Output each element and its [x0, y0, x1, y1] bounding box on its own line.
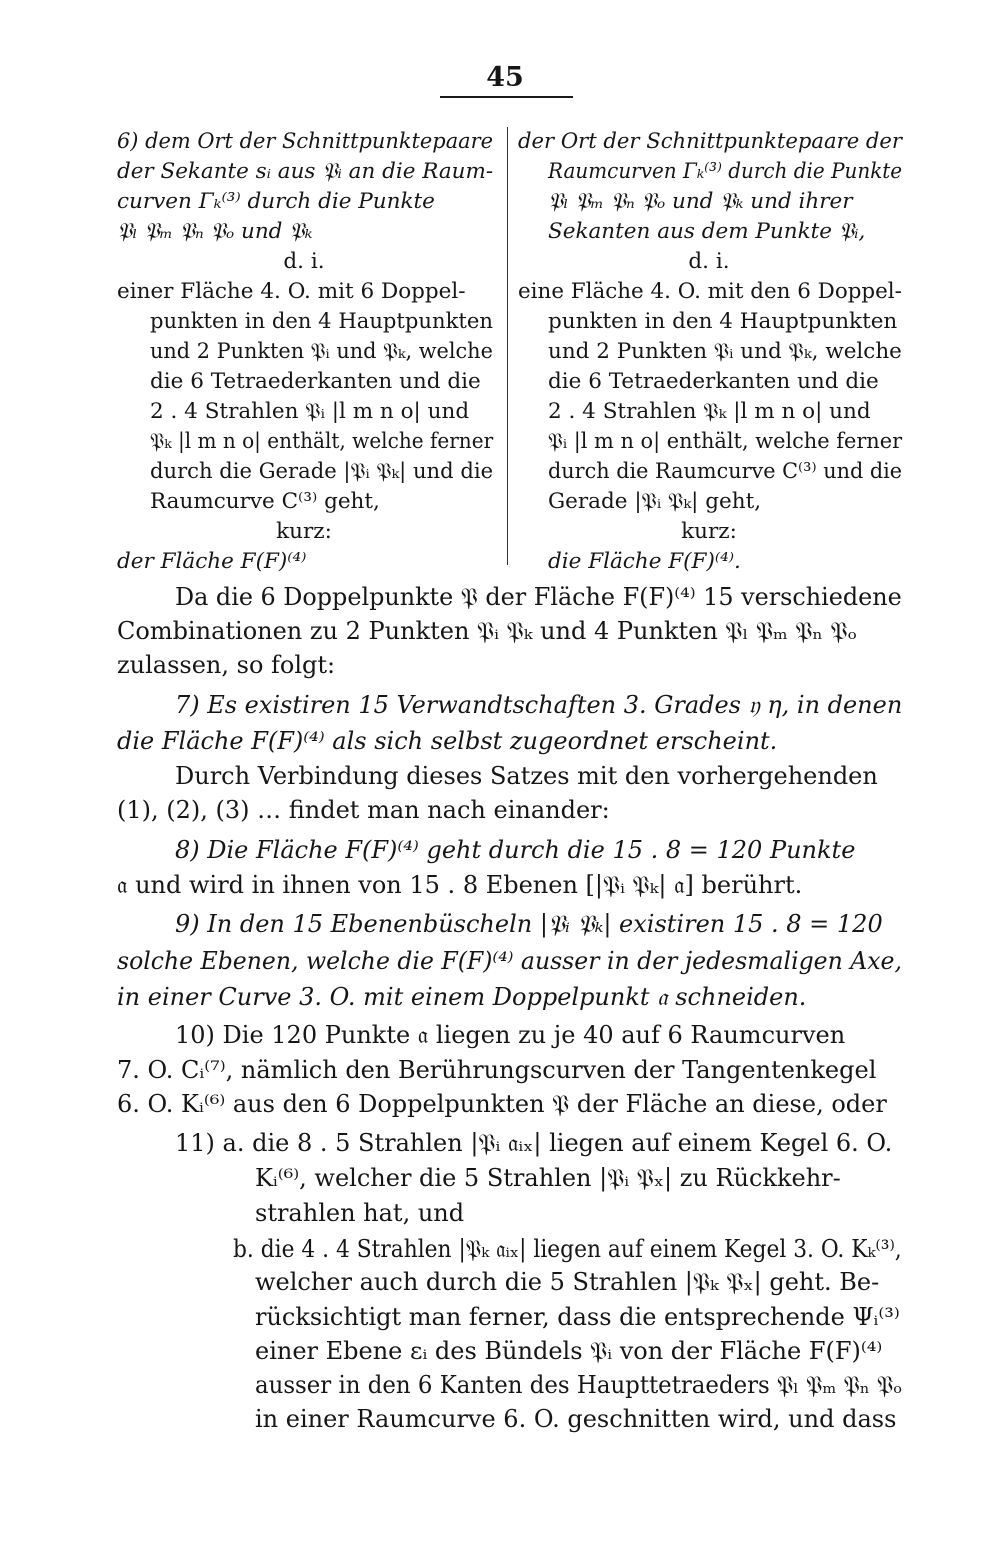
left-line: d. i.: [283, 249, 325, 274]
body-line: 10) Die 120 Punkte 𝔞 liegen zu je 40 auf 6 Raumcurven: [175, 1021, 846, 1049]
right-line: kurz:: [681, 519, 737, 544]
body-line: 8) Die Fläche F(F)⁽⁴⁾ geht durch die 15 . 8 = 120 Punkte: [175, 836, 856, 864]
left-line: 2 . 4 Strahlen 𝔓ᵢ |l m n o| und: [150, 399, 470, 424]
right-line: und 2 Punkten 𝔓ᵢ und 𝔓ₖ, welche: [548, 339, 902, 364]
right-line: 𝔓ᵢ |l m n o| enthält, welche ferner: [548, 429, 903, 454]
right-line: durch die Raumcurve C⁽³⁾ und die: [548, 459, 903, 484]
body-line: strahlen hat, und: [255, 1199, 465, 1227]
left-line: einer Fläche 4. O. mit 6 Doppel-: [117, 279, 466, 304]
right-line: der Ort der Schnittpunktepaare der: [518, 129, 903, 154]
right-line: die 6 Tetraederkanten und die: [548, 369, 879, 394]
body-line: einer Ebene εᵢ des Bündels 𝔓ᵢ von der Fläche F(F)⁽⁴⁾: [255, 1337, 883, 1365]
left-line: 𝔓ₖ |l m n o| enthält, welche ferner: [150, 429, 494, 454]
right-line: d. i.: [688, 249, 730, 274]
body-line: 11) a. die 8 . 5 Strahlen |𝔓ᵢ 𝔞ᵢₓ| liegen auf einem Kegel 6. O.: [175, 1129, 893, 1157]
right-line: 2 . 4 Strahlen 𝔓ₖ |l m n o| und: [548, 399, 871, 424]
left-line: curven Γₖ⁽³⁾ durch die Punkte: [117, 189, 435, 214]
left-line: der Fläche F(F)⁽⁴⁾: [117, 549, 307, 574]
body-line: 7) Es existiren 15 Verwandtschaften 3. Grades 𝔶 η, in denen: [175, 691, 903, 719]
body-line: Durch Verbindung dieses Satzes mit den vorhergehenden: [175, 762, 878, 790]
right-line: die Fläche F(F)⁽⁴⁾.: [548, 549, 741, 574]
body-line: Combinationen zu 2 Punkten 𝔓ᵢ 𝔓ₖ und 4 Punkten 𝔓ₗ 𝔓ₘ 𝔓ₙ 𝔓ₒ: [117, 617, 857, 645]
right-line: Raumcurven Γₖ⁽³⁾ durch die Punkte: [548, 159, 903, 184]
body-line: rücksichtigt man ferner, dass die entsprechende Ψᵢ⁽³⁾: [255, 1303, 900, 1331]
body-line: zulassen, so folgt:: [117, 651, 336, 679]
left-line: der Sekante sᵢ aus 𝔓ᵢ an die Raum-: [117, 159, 494, 184]
right-line: eine Fläche 4. O. mit den 6 Doppel-: [518, 279, 902, 304]
right-line: Gerade |𝔓ᵢ 𝔓ₖ| geht,: [548, 489, 762, 514]
right-line: punkten in den 4 Hauptpunkten: [548, 309, 898, 334]
body-line: 𝔞 und wird in ihnen von 15 . 8 Ebenen [|𝔓ᵢ 𝔓ₖ| 𝔞] berührt.: [117, 871, 803, 899]
body-line: b. die 4 . 4 Strahlen |𝔓ₖ 𝔞ᵢₓ| liegen auf einem Kegel 3. O. Kₖ⁽³⁾,: [233, 1235, 902, 1263]
right-line: 𝔓ₗ 𝔓ₘ 𝔓ₙ 𝔓ₒ und 𝔓ₖ und ihrer: [548, 189, 853, 214]
left-line: punkten in den 4 Hauptpunkten: [150, 309, 493, 334]
body-line: (1), (2), (3) … findet man nach einander:: [117, 796, 610, 824]
left-line: 𝔓ₗ 𝔓ₘ 𝔓ₙ 𝔓ₒ und 𝔓ₖ: [117, 219, 313, 244]
body-line: 9) In den 15 Ebenenbüscheln |𝔓ᵢ 𝔓ₖ| existiren 15 . 8 = 120: [175, 910, 883, 938]
body-line: Kᵢ⁽⁶⁾, welcher die 5 Strahlen |𝔓ᵢ 𝔓ₓ| zu Rückkehr-: [255, 1164, 841, 1192]
body-line: 7. O. Cᵢ⁽⁷⁾, nämlich den Berührungscurven der Tangentenkegel: [117, 1056, 877, 1084]
body-line: solche Ebenen, welche die F(F)⁽⁴⁾ ausser in der jedesmaligen Axe,: [117, 947, 902, 975]
right-line: Sekanten aus dem Punkte 𝔓ᵢ,: [548, 219, 866, 244]
left-line: die 6 Tetraederkanten und die: [150, 369, 481, 394]
body-line: Da die 6 Doppelpunkte 𝔓 der Fläche F(F)⁽⁴⁾ 15 verschiedene: [175, 583, 902, 611]
body-line: welcher auch durch die 5 Strahlen |𝔓ₖ 𝔓ₓ| geht. Be-: [255, 1268, 880, 1296]
left-line: Raumcurve C⁽³⁾ geht,: [150, 489, 380, 514]
left-line: durch die Gerade |𝔓ᵢ 𝔓ₖ| und die: [150, 459, 494, 484]
left-line: kurz:: [276, 519, 332, 544]
body-line: die Fläche F(F)⁽⁴⁾ als sich selbst zugeordnet erscheint.: [117, 727, 778, 755]
body-line: in einer Raumcurve 6. O. geschnitten wird, und dass: [255, 1405, 897, 1433]
body-line: in einer Curve 3. O. mit einem Doppelpunkt 𝔞 schneiden.: [117, 983, 807, 1011]
body-line: ausser in den 6 Kanten des Haupttetraeders 𝔓ₗ 𝔓ₘ 𝔓ₙ 𝔓ₒ: [255, 1371, 903, 1399]
body-line: 6. O. Kᵢ⁽⁶⁾ aus den 6 Doppelpunkten 𝔓 der Fläche an diese, oder: [117, 1090, 887, 1118]
left-line: 6) dem Ort der Schnittpunktepaare: [117, 129, 494, 154]
left-line: und 2 Punkten 𝔓ᵢ und 𝔓ₖ, welche: [150, 339, 493, 364]
page-number: 45: [486, 62, 524, 93]
